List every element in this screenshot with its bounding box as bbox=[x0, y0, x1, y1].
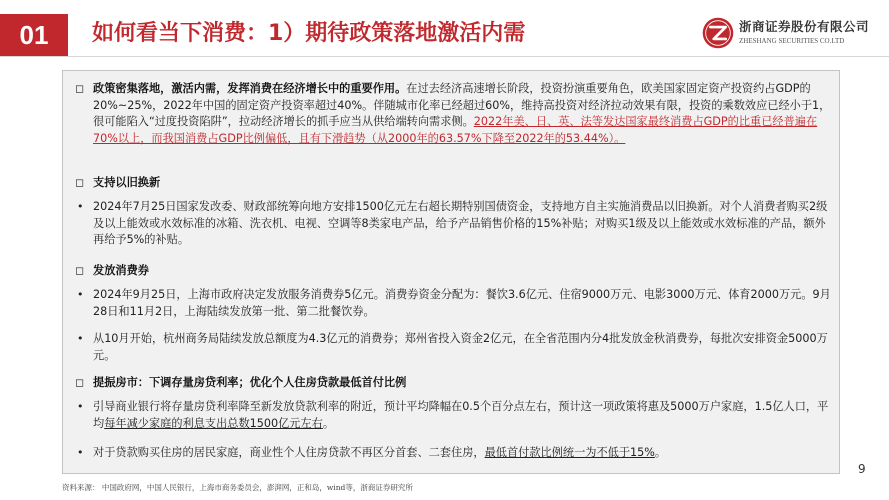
list-item-text bbox=[93, 399, 831, 432]
underlined-text: 每年减少家庭的利息支出总数1500亿元左右 bbox=[104, 416, 323, 430]
list-item bbox=[75, 331, 831, 364]
list-item bbox=[75, 399, 831, 432]
section-checkbox-icon: ◻ bbox=[75, 264, 85, 277]
section-paragraph bbox=[93, 81, 831, 147]
page-number: 9 bbox=[858, 462, 866, 476]
section-heading-tradein bbox=[75, 175, 831, 192]
list-item-text-part: 。 bbox=[322, 416, 335, 430]
bullet-icon: • bbox=[77, 332, 84, 345]
section-heading-vouchers bbox=[75, 263, 831, 280]
logo-mark-icon bbox=[701, 16, 735, 50]
logo-company-name-en: ZHESHANG SECURITIES CO.LTD bbox=[739, 37, 845, 45]
section-text: 在过去经济高速增长阶段，投资扮演重要角色，欧美国家固定资产投资约占GDP的20%~25%，2022年中国的固定资产投资率超过40%。伴随城市化率已经超过60%，维持高投资对经济拉动效果有限，投资的乘数效应已经小于1，很可能陷入“过度投资陷阱”，拉动经济增长的抓手应当从供给端转向需求侧。 bbox=[93, 82, 831, 128]
list-item-text bbox=[93, 445, 831, 462]
list-item-text-part: 引导商业银行将存量房贷利率降至新发放贷款利率的附近，预计平均降幅在0.5个百分点左右，预计这一项政策将惠及5000万户家庭，1.5亿人口，平均 bbox=[93, 400, 829, 430]
list-item-text: 2024年7月25日国家发改委、财政部统筹向地方安排1500亿元左右超长期特别国债资金，支持地方自主实施消费品以旧换新。对个人消费者购买2级及以上能效或水效标准的冰箱、洗衣机、电视、空调等8类家电产品，给予产品销售价格的15%补贴；对购买1级及以上能效或水效标准的产品，额外再给予5%的补贴。 bbox=[93, 200, 828, 246]
section-checkbox-icon: ◻ bbox=[75, 376, 85, 389]
bullet-icon: • bbox=[77, 200, 84, 213]
company-logo bbox=[701, 12, 871, 54]
list-item-text: 2024年9月25日，上海市政府决定发放服务消费券5亿元。消费券资金分配为：餐饮3.6亿元、住宿9000万元、电影3000万元、体育2000万元。9月28日和11月2日，上海陆续发放第一批、第二批餐饮券。 bbox=[93, 288, 831, 318]
section-lead: 政策密集落地，激活内需，发挥消费在经济增长中的重要作用。 bbox=[93, 82, 407, 95]
bullet-icon: • bbox=[77, 400, 84, 413]
section-heading-housing bbox=[75, 375, 831, 392]
section-heading: 提振房市：下调存量房贷利率；优化个人住房贷款最低首付比例 bbox=[93, 376, 407, 389]
list-item-text: 从10月开始，杭州商务局陆续发放总额度为4.3亿元的消费券；郑州省投入资金2亿元，在全省范围内分4批发放金秋消费券，每批次安排资金5000万元。 bbox=[93, 332, 828, 362]
list-item bbox=[75, 445, 831, 462]
section-heading: 发放消费券 bbox=[93, 264, 149, 277]
page-title: 如何看当下消费：1）期待政策落地激活内需 bbox=[92, 21, 526, 46]
underlined-text: 最低首付款比例统一为不低于15% bbox=[484, 446, 655, 459]
content-panel bbox=[62, 70, 840, 474]
list-item-text-part: 对于贷款购买住房的居民家庭，商业性个人住房贷款不再区分首套、二套住房， bbox=[93, 446, 485, 459]
bullet-icon: • bbox=[77, 446, 84, 459]
section-checkbox-icon: ◻ bbox=[75, 176, 85, 189]
source-note: 资料来源： 中国政府网，中国人民银行，上海市商务委员会，澎湃网，正和岛，wind等，浙商证券研究所 bbox=[62, 483, 413, 492]
list-item-text-part: 。 bbox=[654, 446, 667, 459]
highlight-text: 2022年美、日、英、法等发达国家最终消费占GDP的比重已经普遍在70%以上，而我国消费占GDP比例偏低，且有下滑趋势（从2000年的63.57%下降至2022年的53.44%）。 bbox=[93, 115, 818, 145]
section-consumption-policy bbox=[75, 81, 831, 147]
list-item bbox=[75, 287, 831, 320]
section-heading: 支持以旧换新 bbox=[93, 176, 161, 189]
section-checkbox-icon: ◻ bbox=[75, 82, 85, 95]
logo-company-name: 浙商证券股份有限公司 bbox=[739, 19, 870, 34]
bullet-icon: • bbox=[77, 288, 84, 301]
list-item bbox=[75, 199, 831, 249]
slide-number-badge: 01 bbox=[0, 14, 68, 56]
header-divider bbox=[0, 56, 889, 57]
